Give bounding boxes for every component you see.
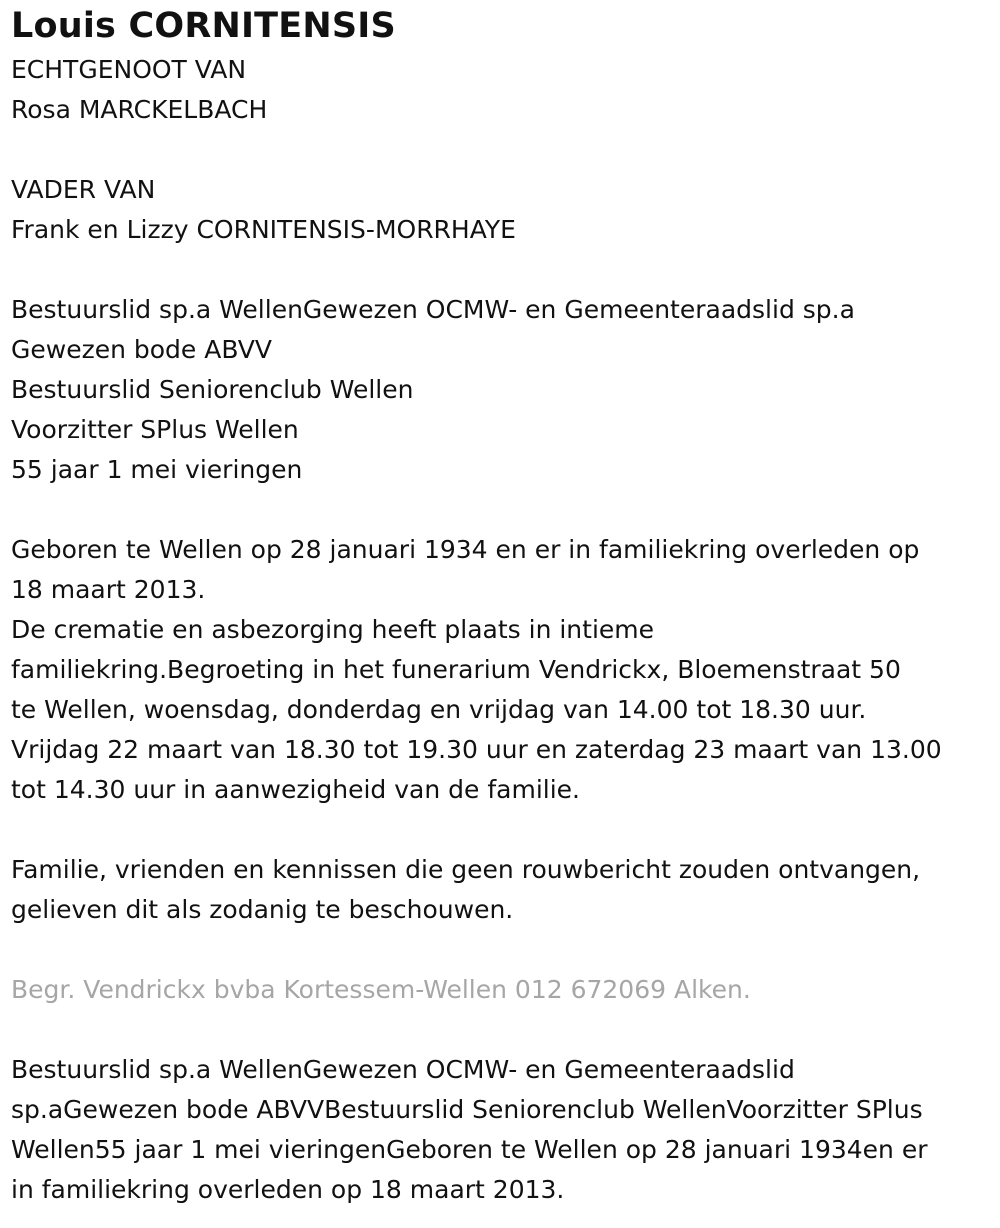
announcement-line: Vrijdag 22 maart van 18.30 tot 19.30 uur en zaterdag 23 maart van 13.00	[11, 735, 942, 764]
children-section	[11, 170, 989, 250]
spacer	[11, 930, 989, 970]
summary-section	[11, 1050, 989, 1210]
announcement-line: Geboren te Wellen op 28 januari 1934 en er in familiekring overleden op	[11, 535, 920, 564]
roles-section	[11, 290, 989, 490]
notice-section	[11, 850, 989, 930]
spacer	[11, 810, 989, 850]
announcement-line: tot 14.30 uur in aanwezigheid van de familie.	[11, 775, 580, 804]
role-line: Voorzitter SPlus Wellen	[11, 415, 299, 444]
funeral-home-section	[11, 970, 989, 1010]
role-line: 55 jaar 1 mei vieringen	[11, 455, 303, 484]
funeral-home-line: Begr. Vendrickx bvba Kortessem-Wellen 012 672069 Alken.	[11, 975, 751, 1004]
summary-line: Bestuurslid sp.a WellenGewezen OCMW- en Gemeenteraadslid	[11, 1055, 795, 1084]
spacer	[11, 250, 989, 290]
children-names: Frank en Lizzy CORNITENSIS-MORRHAYE	[11, 215, 516, 244]
announcement-line: De crematie en asbezorging heeft plaats in intieme	[11, 615, 655, 644]
spouse-name: Rosa MARCKELBACH	[11, 95, 268, 124]
role-line: Bestuurslid Seniorenclub Wellen	[11, 375, 414, 404]
spacer	[11, 1010, 989, 1050]
role-line: Bestuurslid sp.a WellenGewezen OCMW- en Gemeenteraadslid sp.a	[11, 295, 855, 324]
spouse-section	[11, 50, 989, 130]
spacer	[11, 130, 989, 170]
summary-line: in familiekring overleden op 18 maart 2013.	[11, 1175, 565, 1204]
announcement-line: familiekring.Begroeting in het funerarium Vendrickx, Bloemenstraat 50	[11, 655, 901, 684]
announcement-line: 18 maart 2013.	[11, 575, 206, 604]
summary-line: Wellen55 jaar 1 mei vieringenGeboren te Wellen op 28 januari 1934en er	[11, 1135, 928, 1164]
spacer	[11, 490, 989, 530]
deceased-name: Louis CORNITENSIS	[11, 6, 396, 46]
announcement-section	[11, 530, 989, 810]
spouse-label: ECHTGENOOT VAN	[11, 55, 247, 84]
notice-line: gelieven dit als zodanig te beschouwen.	[11, 895, 514, 924]
summary-line: sp.aGewezen bode ABVVBestuurslid Seniorenclub WellenVoorzitter SPlus	[11, 1095, 923, 1124]
notice-line: Familie, vrienden en kennissen die geen rouwbericht zouden ontvangen,	[11, 855, 921, 884]
announcement-line: te Wellen, woensdag, donderdag en vrijdag van 14.00 tot 18.30 uur.	[11, 695, 867, 724]
role-line: Gewezen bode ABVV	[11, 335, 272, 364]
children-label: VADER VAN	[11, 175, 156, 204]
